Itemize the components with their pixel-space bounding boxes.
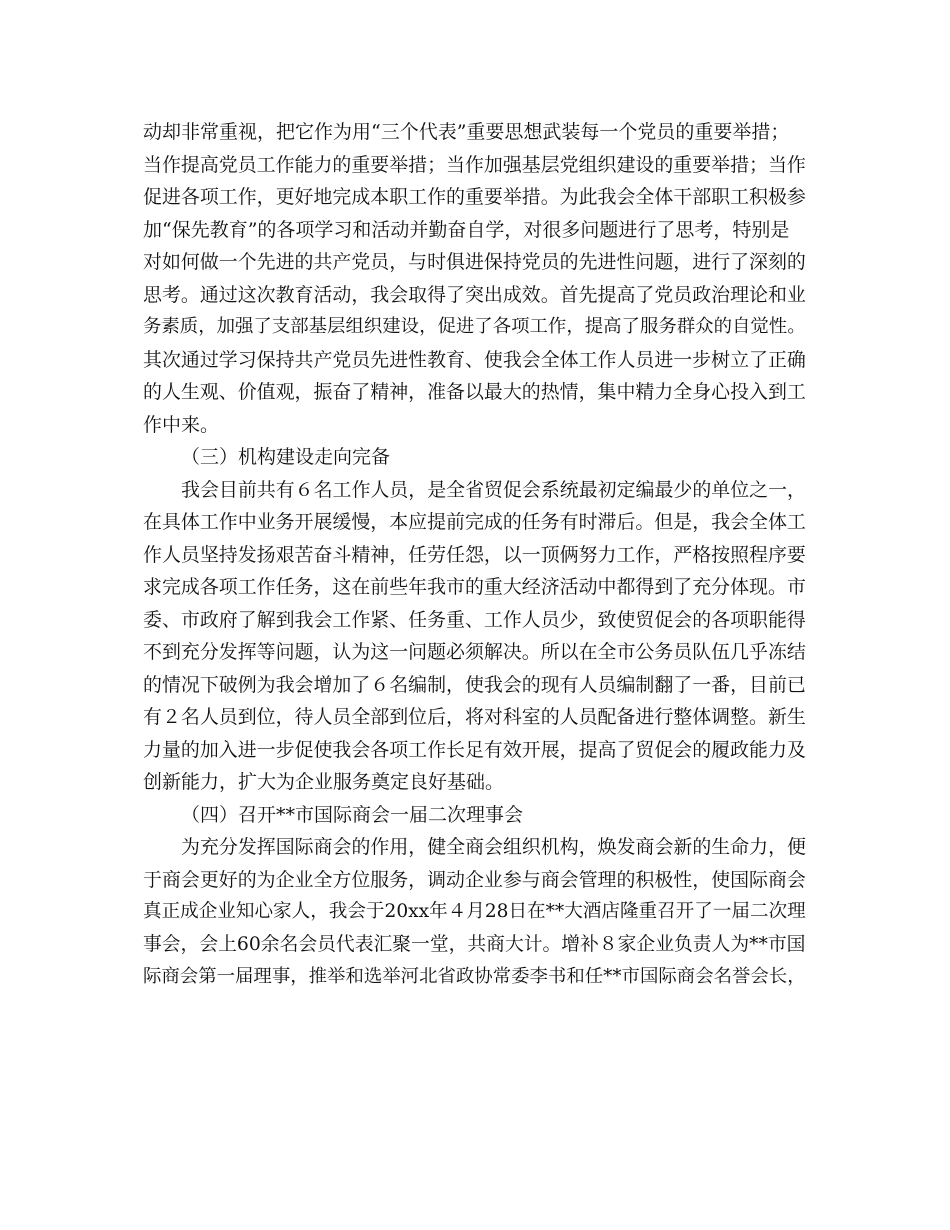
text-line: 力量的加入进一步促使我会各项工作长足有效开展，提高了贸促会的履政能力及 [143, 738, 806, 761]
section-heading: （三）机构建设走向完备 [181, 446, 391, 468]
document-body [143, 116, 808, 994]
text-line: 为充分发挥国际商会的作用，健全商会组织机构，焕发商会新的生命力，便 [181, 836, 806, 858]
section-heading: （四）召开**市国际商会一届二次理事会 [181, 803, 524, 826]
text-line: 对如何做一个先进的共产党员，与时俱进保持党员的先进性问题，进行了深刻的 [143, 251, 806, 273]
text-line: 际商会第一届理事，推举和选举河北省政协常委李书和任**市国际商会名誉会长， [143, 966, 806, 987]
text-line: 真正成企业知心家人，我会于20xx年４月28日在**大酒店隆重召开了一届二次理 [143, 901, 806, 922]
text-line: 于商会更好的为企业全方位服务，调动企业参与商会管理的积极性，使国际商会 [143, 868, 806, 891]
text-line: 事会，会上60余名会员代表汇聚一堂，共商大计。增补８家企业负责人为**市国 [143, 933, 806, 955]
text-line: 加“保先教育”的各项学习和活动并勤奋自学，对很多问题进行了思考，特别是 [143, 218, 790, 241]
text-line: 的情况下破例为我会增加了６名编制，使我会的现有人员编制翻了一番，目前已 [143, 673, 806, 696]
text-line: 的人生观、价值观，振奋了精神，准备以最大的热情，集中精力全身心投入到工 [143, 381, 806, 403]
text-line: 创新能力，扩大为企业服务奠定良好基础。 [143, 771, 505, 793]
text-line: 动却非常重视，把它作为用“三个代表”重要思想武装每一个党员的重要举措； [143, 121, 790, 143]
text-line: 作中来。 [143, 413, 220, 436]
text-line: 其次通过学习保持共产党员先进性教育、使我会全体工作人员进一步树立了正确 [143, 348, 806, 371]
text-line: 思考。通过这次教育活动，我会取得了突出成效。首先提高了党员政治理论和业 [143, 283, 806, 306]
text-line: 委、市政府了解到我会工作紧、任务重、工作人员少，致使贸促会的各项职能得 [143, 608, 806, 631]
text-line: 务素质，加强了支部基层组织建设，促进了各项工作，提高了服务群众的自觉性。 [143, 316, 806, 337]
text-line: 我会目前共有６名工作人员，是全省贸促会系统最初定编最少的单位之一， [181, 478, 806, 501]
text-line: 不到充分发挥等问题，认为这一问题必须解决。所以在全市公务员队伍几乎冻结 [143, 641, 806, 663]
text-line: 有２名人员到位，待人员全部到位后，将对科室的人员配备进行整体调整。新生 [143, 706, 806, 728]
text-line: 当作提高党员工作能力的重要举措；当作加强基层党组织建设的重要举措；当作 [143, 153, 806, 176]
text-line: 促进各项工作，更好地完成本职工作的重要举措。为此我会全体干部职工积极参 [143, 186, 806, 208]
text-line: 在具体工作中业务开展缓慢，本应提前完成的任务有时滞后。但是，我会全体工 [143, 511, 806, 533]
text-line: 求完成各项工作任务，这在前些年我市的重大经济活动中都得到了充分体现。市 [143, 576, 806, 598]
text-line: 作人员坚持发扬艰苦奋斗精神，任劳任怨，以一顶俩努力工作，严格按照程序要 [143, 543, 806, 566]
